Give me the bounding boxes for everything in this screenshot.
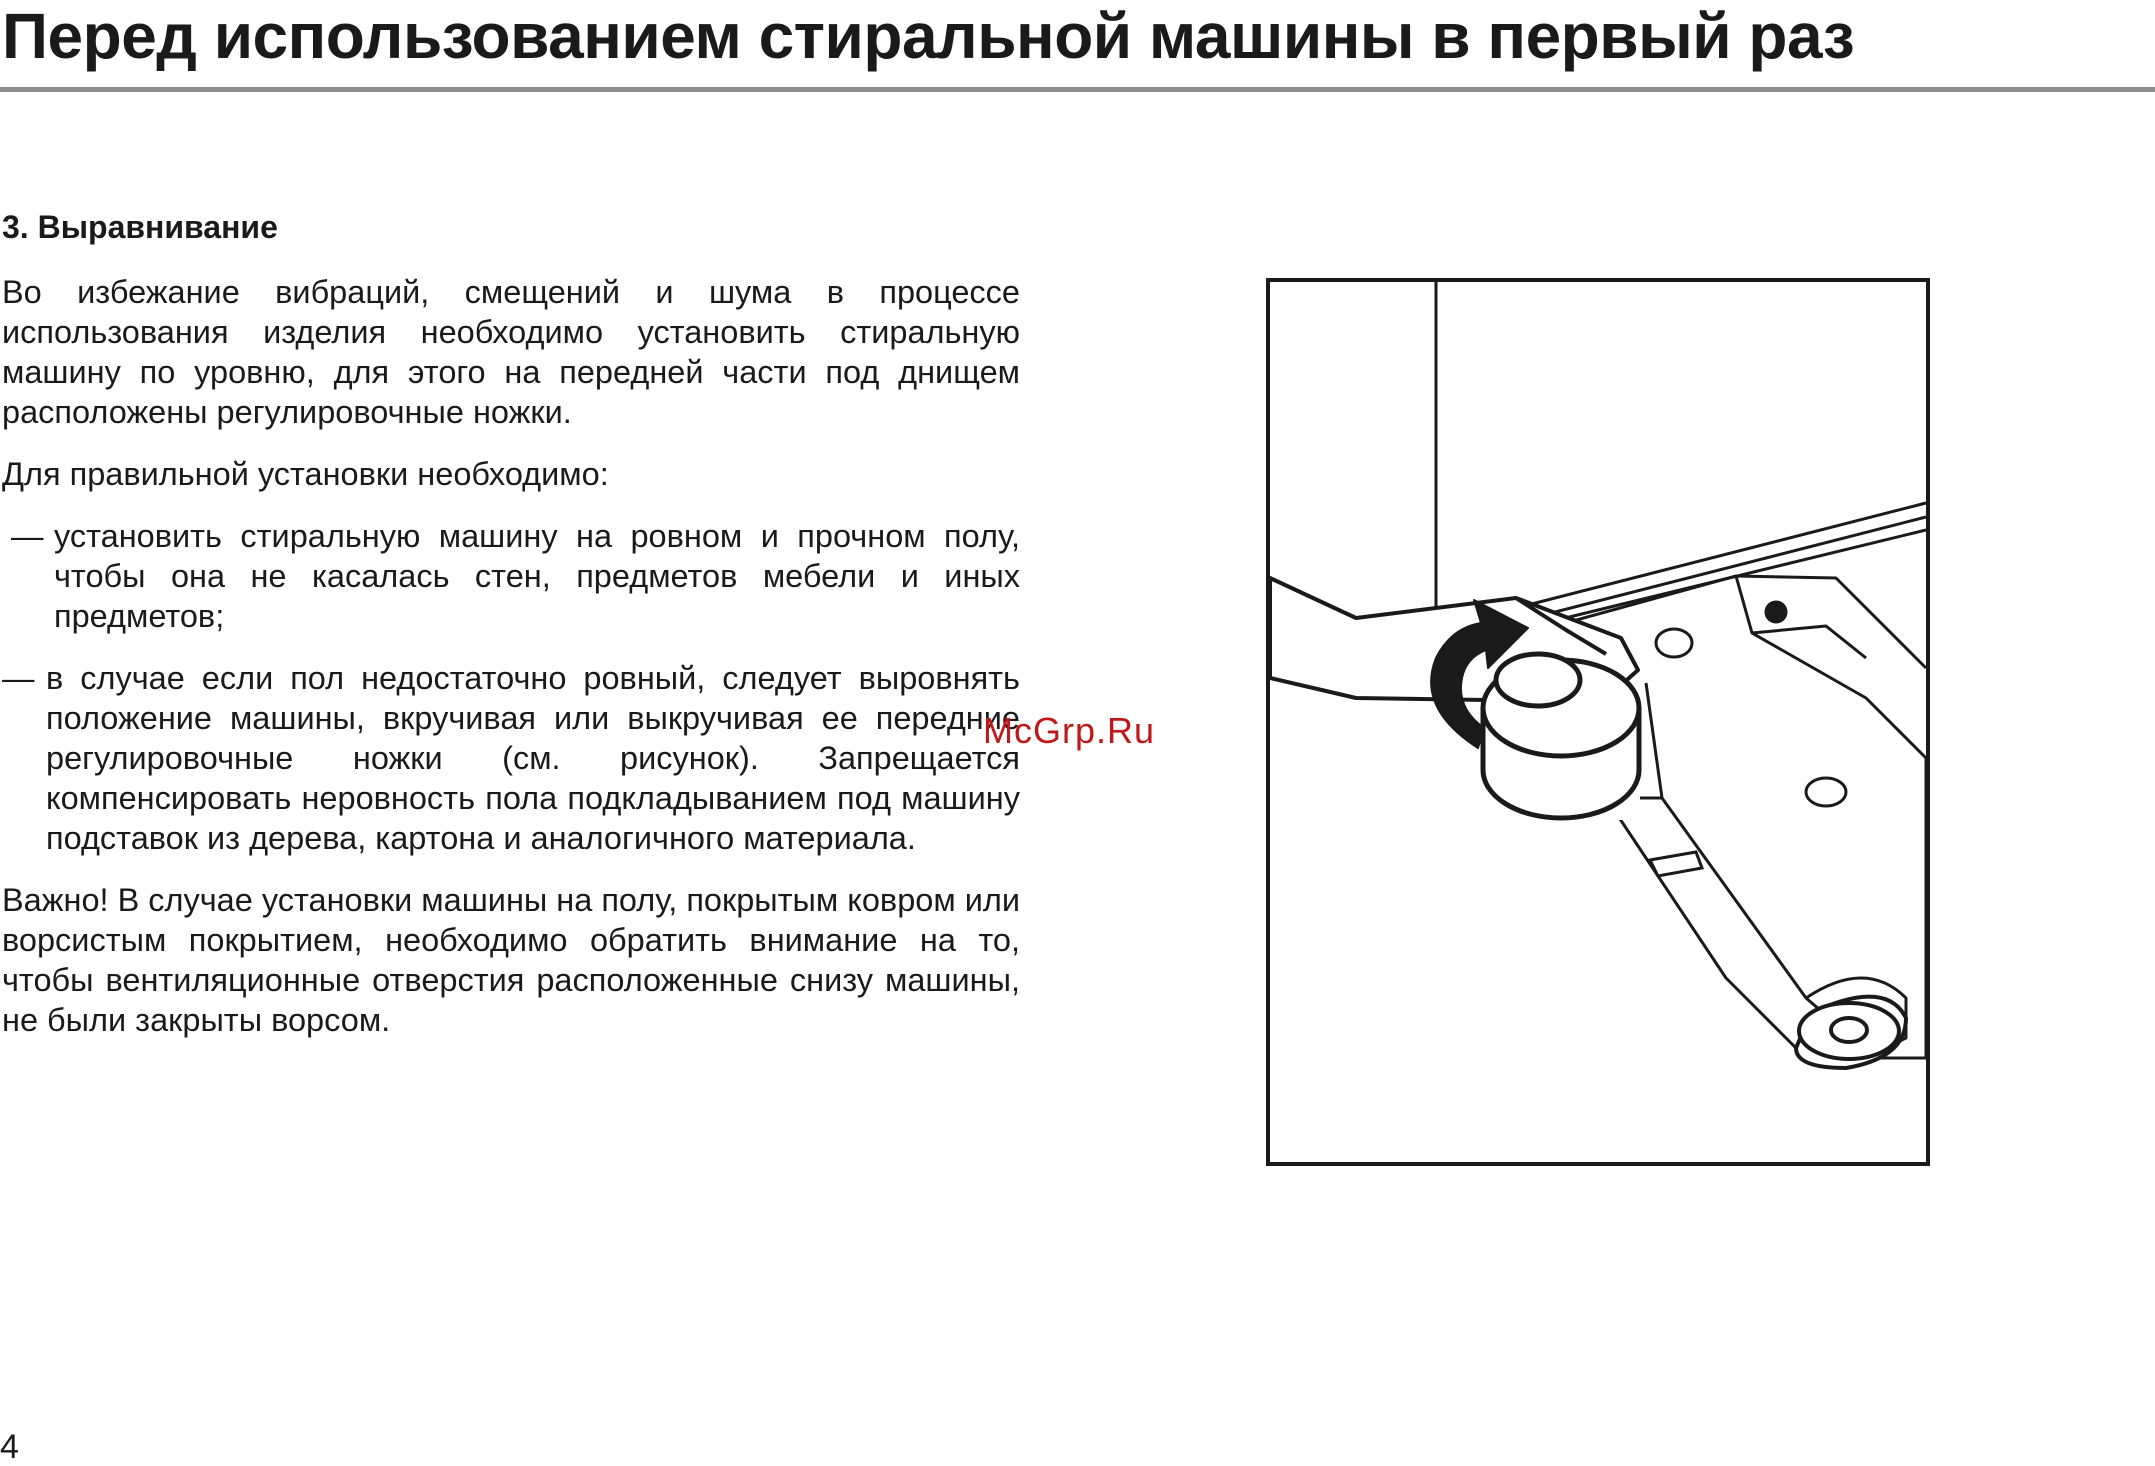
title-divider xyxy=(0,87,2155,92)
section-body xyxy=(2,272,1020,1040)
list-dash: — xyxy=(11,518,44,554)
list-item xyxy=(2,516,1020,636)
lead-paragraph: Для правильной установки необходимо: xyxy=(2,456,609,492)
watermark: McGrp.Ru xyxy=(983,710,1156,751)
instruction-list xyxy=(2,516,1020,858)
list-item xyxy=(2,658,1020,858)
section-heading: 3. Выравнивание xyxy=(2,209,278,245)
adjustable-foot-icon xyxy=(1482,654,1640,820)
illustration-svg xyxy=(1266,278,1930,1166)
page-number: 4 xyxy=(0,1428,19,1466)
intro-paragraph: Во избежание вибраций, смещений и шума в процессе использования изделия необходимо установить стиральную машину по уровню, для этого на передней части под днищем расположены регулировочные ножки. xyxy=(2,274,1020,430)
leveling-illustration xyxy=(1266,278,1930,1166)
page-title: Перед использованием стиральной машины в первый раз xyxy=(2,0,1855,72)
list-item-text: в случае если пол недостаточно ровный, следует выровнять положение машины, вкручивая или выкручивая ее передние регулировочные ножки (см. рисунок). Запрещается компенсировать неровность пола подкладыванием под машину подставок из дерева, картона и аналогичного материала. xyxy=(46,660,1020,856)
list-dash: — xyxy=(2,660,35,696)
list-item-text: установить стиральную машину на ровном и прочном полу, чтобы она не касалась стен, предметов мебели и иных предметов; xyxy=(54,518,1020,634)
note-paragraph: Важно! В случае установки машины на полу, покрытым ковром или ворсистым покрытием, необходимо обратить внимание на то, чтобы вентиляционные отверстия расположенные снизу машины, не были закрыты ворсом. xyxy=(2,882,1020,1038)
